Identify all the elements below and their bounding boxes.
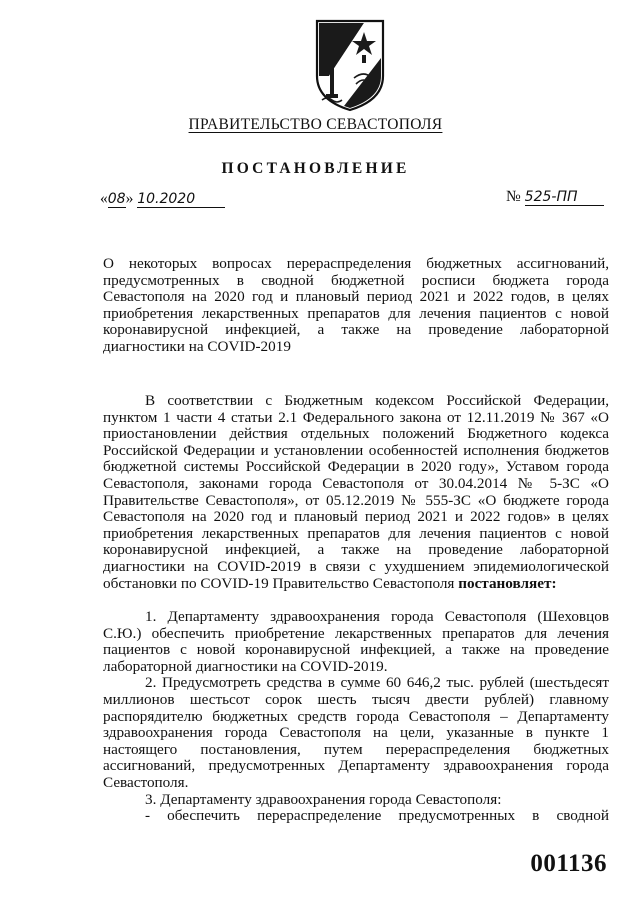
number-value: 525-ПП (525, 189, 604, 206)
serial-number: 001136 (530, 850, 607, 877)
decree-word: постановляет: (458, 574, 557, 592)
number-sign: № (506, 188, 521, 205)
document-subject (103, 256, 609, 356)
sevastopol-coat-of-arms-icon (314, 18, 386, 112)
subject-paragraph: О некоторых вопросах перераспределения бюджетных ассигнований, предусмотренных в сводной бюджетной росписи бюджета города Севастополя на 2020 год и плановый период 2021 и 2022 годов, в целях приобретения лекарственных препаратов для лечения пациентов с новой коронавирусной инфекцией, а также на проведение лабораторной диагностики на COVID-2019 (103, 255, 609, 355)
preamble (103, 393, 609, 592)
date-day: 08 (107, 191, 126, 207)
preamble-text: В соответствии с Бюджетным кодексом Российской Федерации, пунктом 1 части 4 статьи 2.1 Федерального закона от 12.11.2019 № 367 «О приостановлении действия отдельных положений Бюджетного кодекса Российской Федерации и установлении особенностей исполнения бюджетов бюджетной системы Российской Федерации в 2020 году», Уставом города Севастополя, законами города Севастополя от 30.04.2014 № 5-ЗС «О Правительстве Севастополя», от 05.12.2019 № 555-ЗС «О бюджете города Севастополя на 2020 год и плановый период 2021 и 2022 годов» в целях приобретения лекарственных препаратов для лечения пациентов с новой коронавирусной инфекцией, а также на проведение лабораторной диагностики на COVID-2019 в связи с ухудшением эпидемиологической обстановки по COVID-19 Правительство Севастополя (103, 392, 609, 592)
decree-item-1: 1. Департаменту здравоохранения города Севастополя (Шеховцов С.Ю.) обеспечить приобретение лекарственных препаратов для лечения пациентов с новой коронавирусной инфекцией, а также на проведение лабораторной диагностики на COVID-2019. (103, 608, 609, 675)
date-open-quote: « (100, 190, 108, 207)
document-number (506, 188, 604, 206)
document-date (100, 190, 225, 208)
date-month-year: 10.2020 (137, 191, 225, 208)
government-name: ПРАВИТЕЛЬСТВО СЕВАСТОПОЛЯ (188, 116, 443, 133)
decree-item-3-sub: - обеспечить перераспределение предусмотренных в сводной (145, 807, 609, 825)
decree-item-3: 3. Департаменту здравоохранения города Севастополя: (145, 790, 502, 808)
preamble-paragraph (103, 393, 609, 592)
date-close-quote: » (125, 190, 134, 207)
document-type-title: ПОСТАНОВЛЕНИЕ (221, 160, 410, 177)
decree-item-2: 2. Предусмотреть средства в сумме 60 646,2 тыс. рублей (шестьдесят миллионов шестьсот сорок шесть тысяч двести рублей) главному распорядителю бюджетных средств города Севастополя – Департаменту здравоохранения города Севастополя на цели, указанные в пункте 1 настоящего постановления, путем перераспределения бюджетных ассигнований, предусмотренных Департаменту здравоохранения города Севастополя. (103, 674, 609, 791)
decree-items (103, 609, 609, 825)
